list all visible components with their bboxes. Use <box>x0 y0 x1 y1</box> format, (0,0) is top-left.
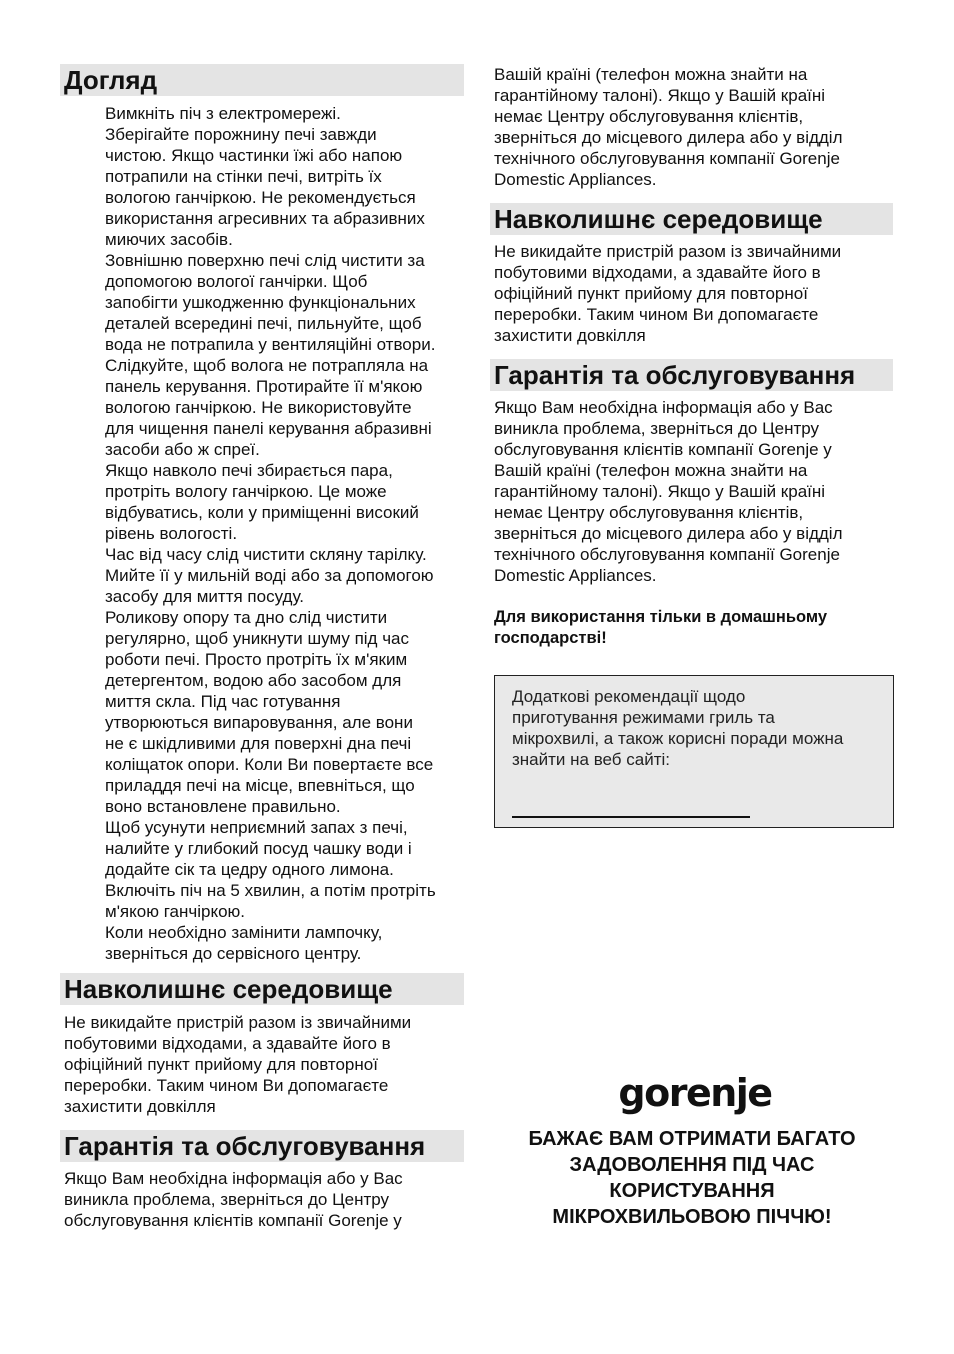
household-note: Для використання тільки в домашньому господарстві! <box>494 608 828 647</box>
closing-tagline: БАЖАЄ ВАМ ОТРИМАТИ БАГАТО ЗАДОВОЛЕННЯ ПІД ЧАС КОРИСТУВАННЯ МІКРОХВИЛЬОВОЮ ПІЧЧЮ! <box>528 1128 856 1228</box>
care-body: Вимкніть піч з електромережі. Зберігайте порожнину печі завжди чистою. Якщо частинки їжі або напою потрапили на стінки печі, витріть їх вологою ганчіркою. Не рекомендується використання агресивних та абразивних миючих засобів. Зовнішню поверхню печі слід чистити за допомогою вологої ганчірки. Щоб запобігти ушкодженню функціональних деталей всередині печі, пильнуйте, щоб вода не потрапила у вентиляційні отвори. Слідкуйте, щоб волога не потрапляла на панель керування. Протирайте її м'якою вологою ганчіркою. Не використовуйте для чищення панелі керування абразивні засоби або ж спреї. Якщо навколо печі збирається пара, протріть вологу ганчіркою. Це може відбуватись, коли у приміщенні високий рівень вологості. Час від часу слід чистити скляну тарілку. Мийте її у мильній воді або за допомогою засобу для миття посуду. Роликову опору та дно слід чистити регулярно, щоб уникнути шуму під час роботи печі. Просто протріть їх м'яким детергентом, водою або засобом для миття скла. Під час готування утворюються випаровування, але вони не є шкідливими для поверхні дна печі коліщаток опори. Коли Ви повертаєте все приладдя печі на місце, впевніться, що воно встановлене правильно. Щоб усунути неприємний запах з печі, налийте у глибокий посуд чашку води і додайте сік та цедру одного лимона. Включіть піч на 5 хвилин, а потім протріть м'якою ганчіркою. Коли необхідно замінити лампочку, зверніться до сервісного центру. <box>105 104 436 963</box>
warranty-continued: Вашій країні (телефон можна знайти на гарантійному талоні). Якщо у Вашій країні немає Центру обслуговування клієнтів, зверніться до місцевого дилера або у відділ технічного обслуговування компанії Gorenje Domestic Appliances. <box>494 65 843 189</box>
gorenje-logo: gorenje <box>618 1071 772 1115</box>
website-blank-line <box>512 816 750 818</box>
environment-heading-left: Навколишнє середовище <box>60 973 464 1005</box>
warranty-heading-left: Гарантія та обслуговування <box>60 1130 464 1162</box>
info-box-text: Додаткові рекомендації щодо приготування режимами гриль та мікрохвилі, а також корисні поради можна знайти на веб сайті: <box>512 687 844 769</box>
warranty-body-right: Якщо Вам необхідна інформація або у Вас виникла проблема, зверніться до Центру обслуговування клієнтів компанії Gorenje у Вашій країні (телефон можна знайти на гарантійному талоні). Якщо у Вашій країні немає Центру обслуговування клієнтів, зверніться до місцевого дилера або у відділ технічного обслуговування компанії Gorenje Domestic Appliances. <box>494 398 843 585</box>
environment-body-right: Не викидайте пристрій разом із звичайними побутовими відходами, а здавайте його в офіційний пункт прийому для повторної переробки. Таким чином Ви допомагаєте захистити довкілля <box>494 242 842 345</box>
environment-heading-right: Навколишнє середовище <box>490 203 893 235</box>
warranty-body-left: Якщо Вам необхідна інформація або у Вас виникла проблема, зверніться до Центру обслуговування клієнтів компанії Gorenje у <box>64 1169 403 1230</box>
info-box <box>494 675 894 828</box>
warranty-heading-right: Гарантія та обслуговування <box>490 359 893 391</box>
care-heading: Догляд <box>60 64 464 96</box>
environment-body-left: Не викидайте пристрій разом із звичайними побутовими відходами, а здавайте його в офіційний пункт прийому для повторної переробки. Таким чином Ви допомагаєте захистити довкілля <box>64 1013 412 1116</box>
